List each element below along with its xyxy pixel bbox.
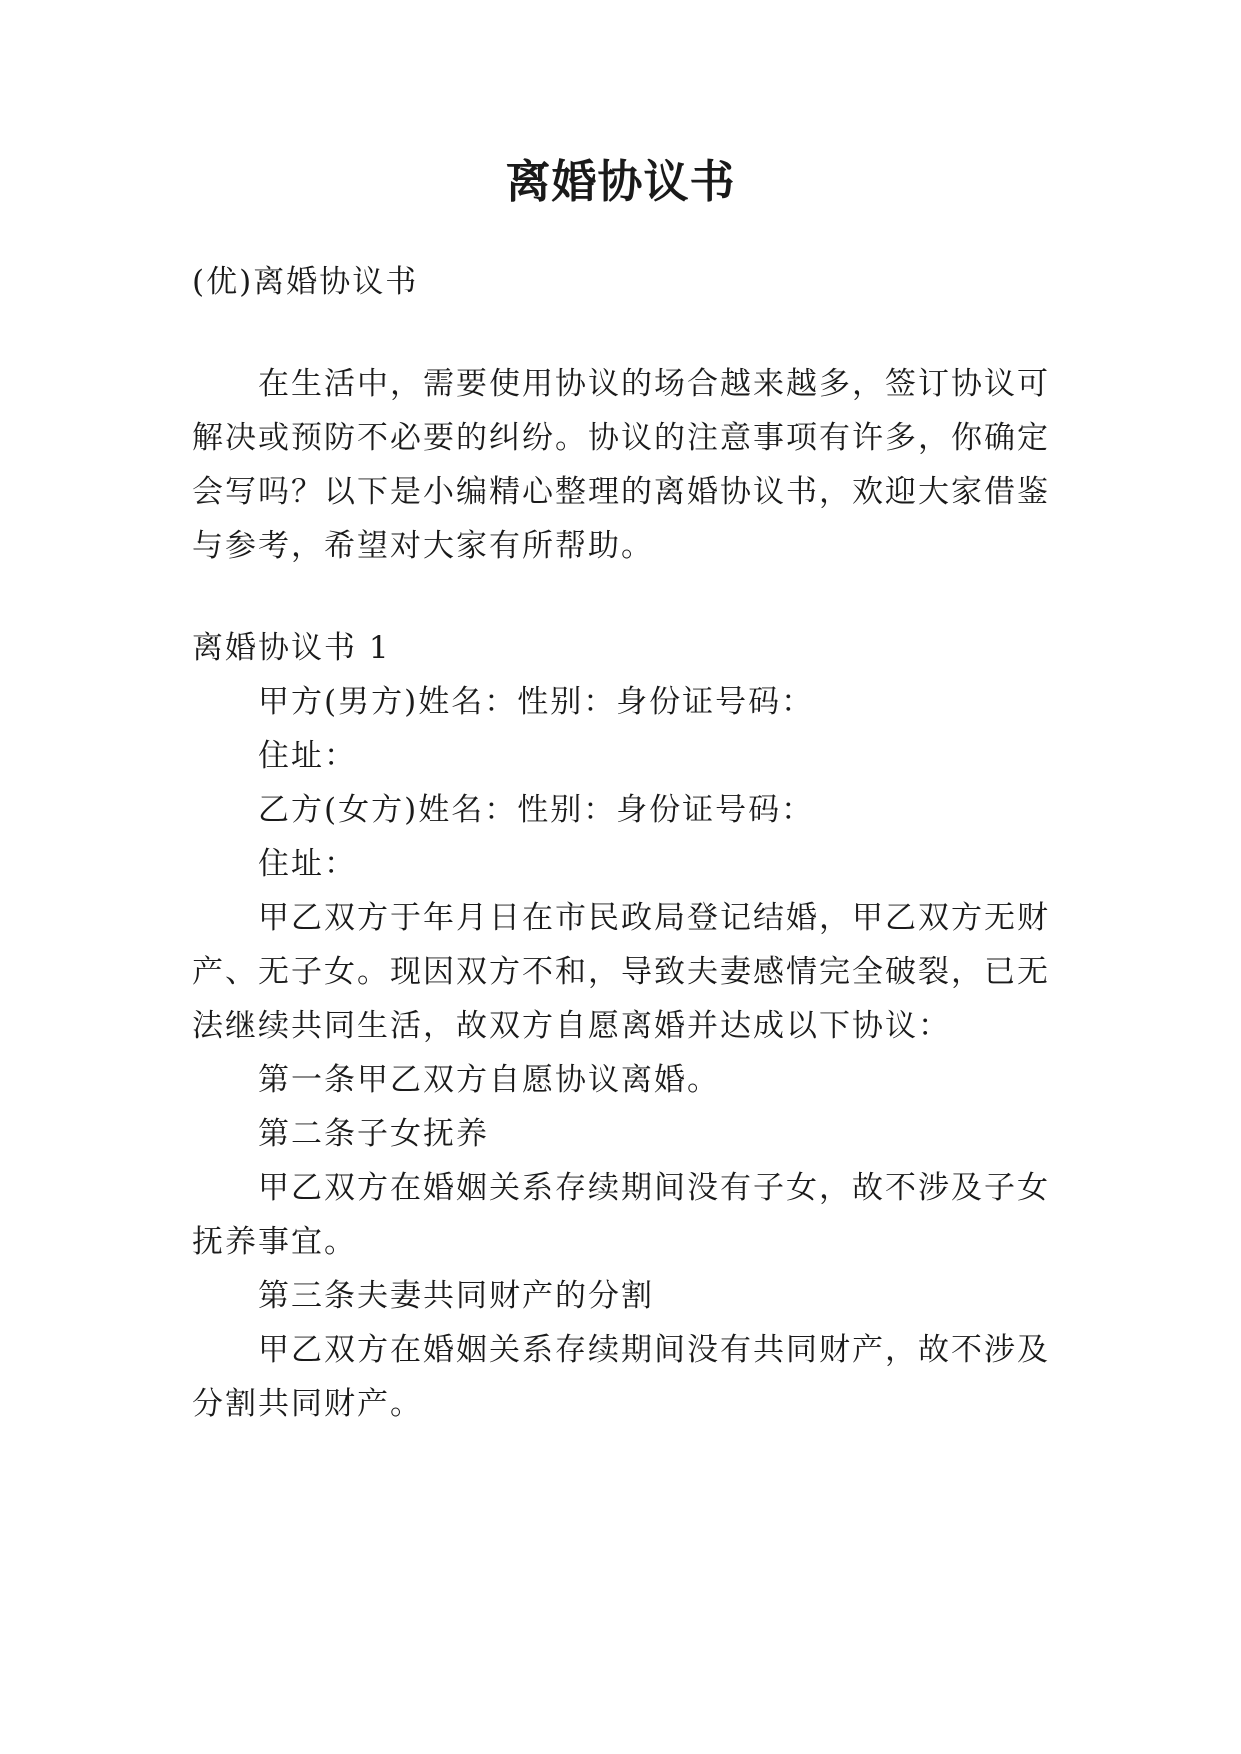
intro-line: 解决或预防不必要的纠纷。协议的注意事项有许多，你确定 bbox=[192, 420, 1050, 456]
background-line: 产、无子女。现因双方不和，导致夫妻感情完全破裂，已无 bbox=[192, 954, 1050, 990]
party-a-line: 甲方(男方)姓名：性别：身份证号码： bbox=[258, 684, 815, 720]
intro-line: 在生活中，需要使用协议的场合越来越多，签订协议可 bbox=[258, 366, 1050, 402]
article-2-heading: 第二条子女抚养 bbox=[258, 1116, 489, 1152]
address-b-line: 住址： bbox=[258, 846, 357, 882]
intro-line: 会写吗？以下是小编精心整理的离婚协议书，欢迎大家借鉴 bbox=[192, 474, 1050, 510]
background-line: 甲乙双方于年月日在市民政局登记结婚，甲乙双方无财 bbox=[258, 900, 1050, 936]
section-heading: 离婚协议书 1 bbox=[192, 630, 391, 666]
article-3-line: 甲乙双方在婚姻关系存续期间没有共同财产，故不涉及 bbox=[258, 1332, 1050, 1368]
party-b-line: 乙方(女方)姓名：性别：身份证号码： bbox=[258, 792, 815, 828]
article-1: 第一条甲乙双方自愿协议离婚。 bbox=[258, 1062, 720, 1098]
article-2-line: 抚养事宜。 bbox=[192, 1224, 357, 1260]
document-title: 离婚协议书 bbox=[505, 155, 736, 208]
article-2-line: 甲乙双方在婚姻关系存续期间没有子女，故不涉及子女 bbox=[258, 1170, 1050, 1206]
document-subtitle: (优)离婚协议书 bbox=[192, 264, 419, 300]
article-3-heading: 第三条夫妻共同财产的分割 bbox=[258, 1278, 654, 1314]
address-a-line: 住址： bbox=[258, 738, 357, 774]
background-line: 法继续共同生活，故双方自愿离婚并达成以下协议： bbox=[192, 1008, 951, 1044]
intro-line: 与参考，希望对大家有所帮助。 bbox=[192, 528, 654, 564]
article-3-line: 分割共同财产。 bbox=[192, 1386, 423, 1422]
